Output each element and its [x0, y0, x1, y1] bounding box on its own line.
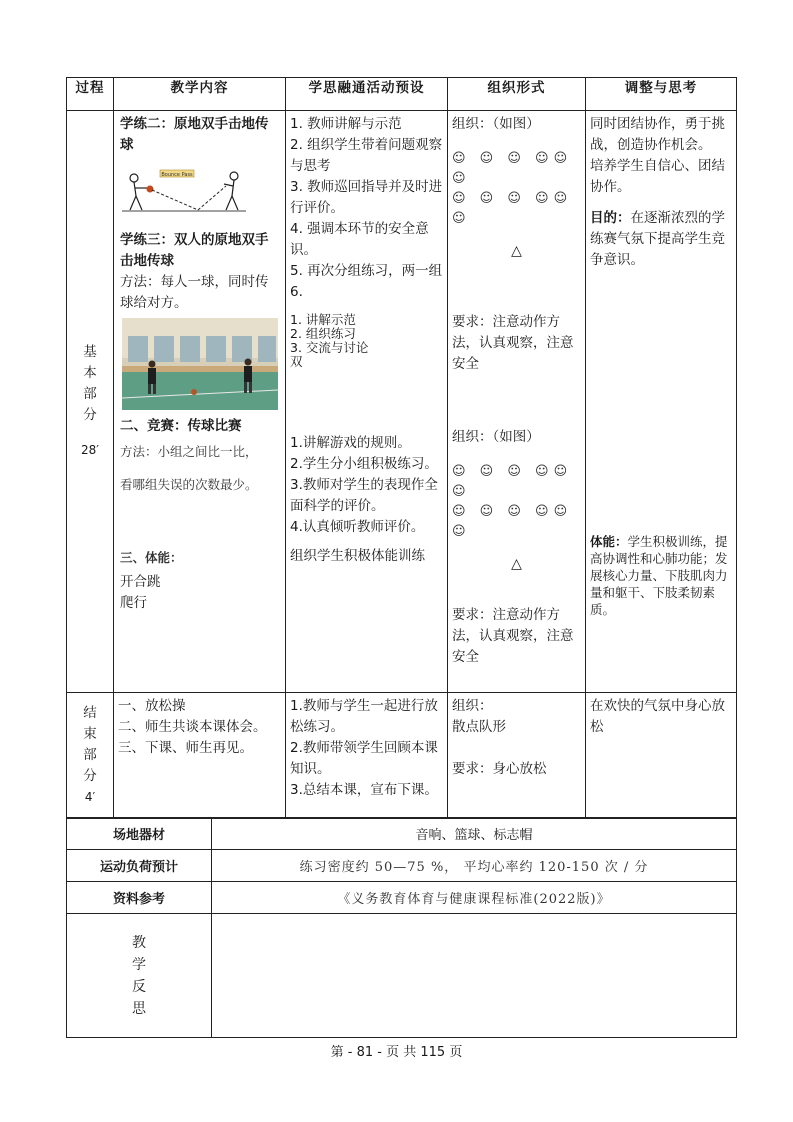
- ending-organization-cell: [448, 693, 586, 819]
- basic-content-cell: [114, 111, 286, 693]
- teacher-triangle-icon: △: [511, 243, 522, 259]
- basic-time: 28′: [81, 443, 99, 457]
- header-organization: 组织形式: [448, 78, 586, 111]
- fitness-title: 三、体能：: [120, 550, 183, 565]
- ending-reflection-cell: [586, 693, 737, 819]
- reflect-char: 反: [132, 978, 146, 995]
- bounce-pass-label: Bounce Pass: [161, 172, 193, 178]
- header-activities: 学思融通活动预设: [286, 78, 448, 111]
- goal-text: 在逐渐浓烈的学练赛气氛下提高学生竞争意识。: [590, 210, 725, 268]
- bounce-pass-illustration: [122, 164, 246, 218]
- equipment-value: 音响、篮球、标志帽: [212, 818, 737, 850]
- teaching-reflection-label: [67, 914, 212, 1038]
- reference-row: [67, 882, 737, 914]
- reflection-2: 培养学生自信心、团结协作。: [590, 158, 725, 195]
- activity-a-5: 5. 再次分组练习，两一组: [290, 263, 443, 279]
- org-1-label: 组织：（如图）: [452, 116, 540, 132]
- reference-label: 资料参考: [67, 882, 212, 914]
- ending-stage-label: [67, 693, 114, 819]
- fitness-item-1: 开合跳: [120, 574, 161, 590]
- goal-block: [590, 208, 732, 271]
- header-reflection: 调整与思考: [586, 78, 737, 111]
- pass-practice-photo: [122, 318, 278, 410]
- reflect-char: 思: [132, 1000, 146, 1017]
- competition-method-2: 看哪组失误的次数最少。: [120, 477, 258, 492]
- equipment-label: 场地器材: [67, 818, 212, 850]
- ending-content-3: 三、下课、师生再见。: [118, 740, 253, 756]
- load-value: 练习密度约 50—75 %， 平均心率约 120-150 次 / 分: [212, 850, 737, 882]
- formation-row: ☺ ☺ ☺ ☺☺ ☺: [452, 464, 573, 499]
- ending-activity-2: 2.教师带领学生回顾本课知识。: [290, 740, 438, 777]
- basic-activities-cell: [286, 111, 448, 693]
- formation-row: ☺ ☺ ☺ ☺☺ ☺: [452, 151, 573, 186]
- ending-time: 4′: [84, 790, 96, 804]
- activity-d: 组织学生积极体能训练: [290, 548, 425, 564]
- activity-a-1: 1. 教师讲解与示范: [290, 116, 402, 132]
- drill3-method: 方法：每人一球，同时传球给对方。: [120, 274, 269, 311]
- formation-row: ☺ ☺ ☺ ☺☺ ☺: [452, 504, 573, 539]
- reflect-char: 教: [132, 934, 146, 951]
- ending-content-cell: [114, 693, 286, 819]
- page-number: 第 - 81 - 页 共 115 页: [330, 1045, 463, 1060]
- requirement-2: 要求：注意动作方法，认真观察，注意安全: [452, 607, 574, 665]
- reflect-char: 学: [132, 956, 146, 973]
- activity-c-1: 1.讲解游戏的规则。: [290, 435, 411, 451]
- activity-c-2: 2.学生分小组积极练习。: [290, 456, 438, 472]
- basic-stage-label: [67, 111, 114, 693]
- ending-content-1: 一、放松操: [118, 698, 186, 714]
- stage-char: 分: [83, 768, 97, 784]
- equipment-row: [67, 818, 737, 850]
- stage-char: 部: [83, 747, 97, 763]
- activity-b-1: 1. 讲解示范: [290, 312, 356, 327]
- activity-b-3: 3. 交流与讨论: [290, 340, 369, 355]
- ending-content-2: 二、师生共谈本课体会。: [118, 719, 267, 735]
- teacher-triangle-icon: △: [511, 556, 522, 572]
- ending-activities-cell: [286, 693, 448, 819]
- stage-char: 束: [83, 726, 97, 742]
- activity-c-4: 4.认真倾听教师评价。: [290, 519, 425, 535]
- activity-a-4: 4. 强调本环节的安全意识。: [290, 221, 429, 258]
- ending-part-row: [67, 693, 737, 819]
- ending-org-1: 组织：: [452, 698, 493, 714]
- teaching-reflection-content[interactable]: [212, 914, 737, 1038]
- activity-a-6: 6.: [290, 284, 303, 300]
- fitness-label: 体能：: [590, 534, 628, 549]
- ending-reflection: 在欢快的气氛中身心放松: [590, 698, 725, 735]
- stage-char: 本: [83, 365, 97, 381]
- fitness-reflection: [590, 533, 732, 618]
- activity-a-3: 3. 教师巡回指导并及时进行评价。: [290, 179, 443, 216]
- drill2-title: 学练二：原地双手击地传球: [120, 116, 269, 153]
- lesson-plan-table: [66, 77, 737, 819]
- table-header-row: [67, 78, 737, 111]
- activity-b-4: 双: [290, 354, 303, 369]
- activity-b-2: 2. 组织练习: [290, 326, 356, 341]
- formation-row: ☺ ☺ ☺ ☺☺ ☺: [452, 191, 573, 226]
- fitness-text: 学生积极训练，提高协调性和心肺功能；发展核心力量、下肢肌肉力量和躯干、下肢柔韧素质。: [590, 534, 728, 617]
- stage-char: 分: [83, 407, 97, 423]
- stage-char: 结: [83, 705, 97, 721]
- activity-c-3: 3.教师对学生的表现作全面科学的评价。: [290, 477, 438, 514]
- teaching-reflection-row: [67, 914, 737, 1038]
- load-label: 运动负荷预计: [67, 850, 212, 882]
- basic-reflection-cell: [586, 111, 737, 693]
- header-content: 教学内容: [114, 78, 286, 111]
- reference-value: 《义务教育体育与健康课程标准(2022版)》: [212, 882, 737, 914]
- lesson-footer-table: [66, 817, 737, 1038]
- drill3-title: 学练三：双人的原地双手击地传球: [120, 232, 269, 269]
- org-2-label: 组织：（如图）: [452, 429, 540, 445]
- ending-org-3: 要求：身心放松: [452, 761, 547, 777]
- basic-part-row: [67, 111, 737, 693]
- header-process: 过程: [67, 78, 114, 111]
- requirement-1: 要求：注意动作方法，认真观察，注意安全: [452, 314, 574, 372]
- ending-activity-3: 3.总结本课，宣布下课。: [290, 782, 438, 798]
- activity-a-2: 2. 组织学生带着问题观察与思考: [290, 137, 443, 174]
- competition-title: 二、竞赛：传球比赛: [120, 418, 242, 434]
- ending-activity-1: 1.教师与学生一起进行放松练习。: [290, 698, 438, 735]
- reflection-1: 同时团结协作，勇于挑战，创造协作机会。: [590, 116, 725, 153]
- stage-char: 基: [83, 344, 97, 360]
- basketball: [147, 186, 154, 193]
- ending-org-2: 散点队形: [452, 719, 506, 735]
- competition-method-1: 方法：小组之间比一比，: [120, 444, 258, 459]
- stage-char: 部: [83, 386, 97, 402]
- goal-label: 目的：: [590, 210, 631, 226]
- basic-organization-cell: [448, 111, 586, 693]
- fitness-item-2: 爬行: [120, 595, 147, 611]
- load-row: [67, 850, 737, 882]
